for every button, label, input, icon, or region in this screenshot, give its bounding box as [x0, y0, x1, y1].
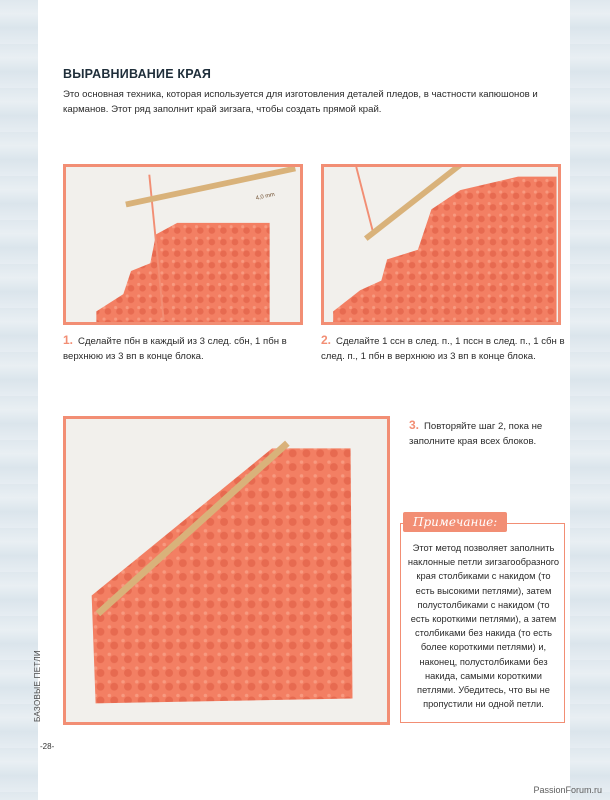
step-1-caption [63, 333, 303, 364]
crochet-swatch-image [66, 419, 387, 722]
svg-text:4,0 mm: 4,0 mm [255, 191, 276, 202]
note-text: Этот метод позволяет заполнить наклонные петли зигзагообразного края столбиками с накидом (то есть высокими петлями), затем полустолбиками с накидом (то есть короткими петлями), а затем столбиками без накида (то есть более короткими петлями) и, наконец, полустолбиками без накида, самыми короткими петлями. Убедитесь, что вы не пропустили ни одной петли. [407, 543, 560, 710]
step-number: 1. [63, 333, 74, 347]
crochet-swatch-image [66, 167, 300, 322]
step-2-photo [321, 164, 561, 325]
step-3-caption [409, 418, 569, 449]
note-heading: Примечание: [403, 512, 507, 532]
section-title: ВЫРАВНИВАНИЕ КРАЯ [63, 67, 212, 81]
intro-paragraph: Это основная техника, которая используется для изготовления деталей пледов, в частности капюшонов и карманов. Этот ряд заполнит край зигзага, чтобы создать прямой край. [63, 89, 538, 115]
step-text: Сделайте пбн в каждый из 3 след. сбн, 1 пбн в верхнюю из 3 вп в конце блока. [63, 336, 287, 362]
step-2-caption [321, 333, 566, 364]
step-3-photo [63, 416, 390, 725]
crochet-swatch-image [324, 167, 558, 322]
step-1-photo [63, 164, 303, 325]
section-side-label: БАЗОВЫЕ ПЕТЛИ [33, 650, 42, 722]
step-number: 3. [409, 418, 420, 432]
page-number: -28- [40, 742, 55, 751]
watermark: PassionForum.ru [533, 785, 602, 795]
step-text: Сделайте 1 ссн в след. п., 1 пссн в след. п., 1 сбн в след. п., 1 пбн в верхнюю из 3 вп в конце блока. [321, 336, 565, 362]
step-text: Повторяйте шаг 2, пока не заполните края всех блоков. [409, 421, 543, 447]
step-number: 2. [321, 333, 332, 347]
